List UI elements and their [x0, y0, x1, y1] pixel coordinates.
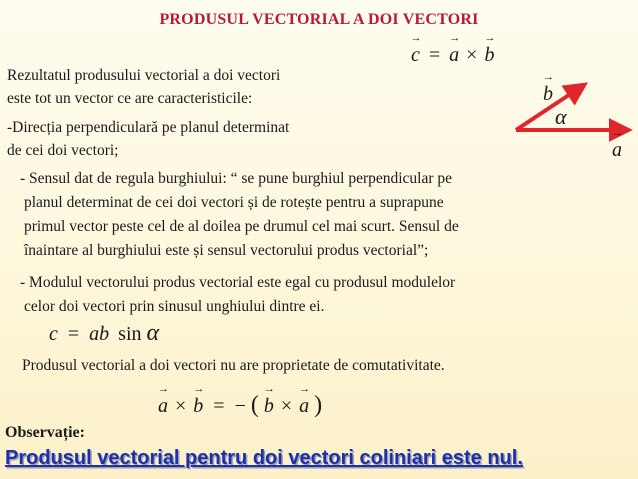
modulus-ab: ab: [89, 323, 110, 345]
vector-b: → b: [484, 44, 494, 67]
modulus-line-1: - Modulul vectorului produs vectorial este egal cu produsul modulelor: [20, 274, 456, 291]
af-vector-a: → a: [158, 395, 168, 418]
af-equals: =: [213, 395, 225, 417]
af-minus: −: [234, 395, 246, 417]
sense-line-3: primul vector peste cel de al doilea pe drumul cel mai scurt. Sensul de: [24, 218, 459, 235]
times-sign: ×: [466, 44, 478, 66]
modulus-formula: [49, 320, 159, 347]
af-vector-b: → b: [193, 395, 203, 418]
intro-line-1: Rezultatul produsului vectorial a doi vectori: [7, 67, 281, 84]
modulus-c: c: [49, 323, 58, 345]
observation-label: Observație:: [5, 424, 85, 441]
af-times: ×: [175, 395, 187, 417]
af-rparen: ): [314, 392, 323, 418]
sense-line-4: înaintare al burghiului este și sensul vectorului produs vectorial”;: [24, 242, 429, 259]
af-times2: ×: [280, 395, 293, 417]
slide-title: PRODUSUL VECTORIAL A DOI VECTORI: [159, 11, 479, 28]
modulus-line-2: celor doi vectori prin sinusul unghiului dintre ei.: [24, 298, 325, 315]
vector-a: → a: [449, 44, 459, 67]
diagram-angle-alpha: α: [555, 104, 567, 129]
commutativity-statement: Produsul vectorial a doi vectori nu are proprietate de comutativitate.: [22, 357, 445, 374]
intro-line-2: este tot un vector ce are caracteristicile:: [7, 90, 253, 107]
af-vector-a2: → a: [299, 395, 309, 418]
direction-line-1: -Direcția perpendiculară pe planul determinat: [7, 119, 290, 136]
sense-line-2: planul determinat de cei doi vectori și de rotește pentru a suprapune: [24, 194, 444, 211]
modulus-alpha: α: [146, 320, 160, 346]
modulus-sin: sin: [118, 323, 142, 345]
anticommutative-formula: [158, 392, 322, 419]
equals-sign: =: [428, 44, 441, 66]
conclusion-text: Produsul vectorial pentru doi vectori coliniari este nul.: [5, 447, 523, 469]
diagram-label-b: → b: [543, 83, 553, 106]
af-lparen: (: [250, 392, 259, 418]
diagram-label-a: → a: [612, 139, 622, 162]
af-vector-b2: → b: [264, 395, 274, 418]
cross-product-formula: [411, 44, 494, 67]
sense-line-1: - Sensul dat de regula burghiului: “ se pune burghiul perpendicular pe: [20, 170, 453, 187]
modulus-equals: =: [67, 323, 80, 345]
vector-c: → c: [411, 44, 420, 67]
direction-line-2: de cei doi vectori;: [7, 142, 119, 159]
